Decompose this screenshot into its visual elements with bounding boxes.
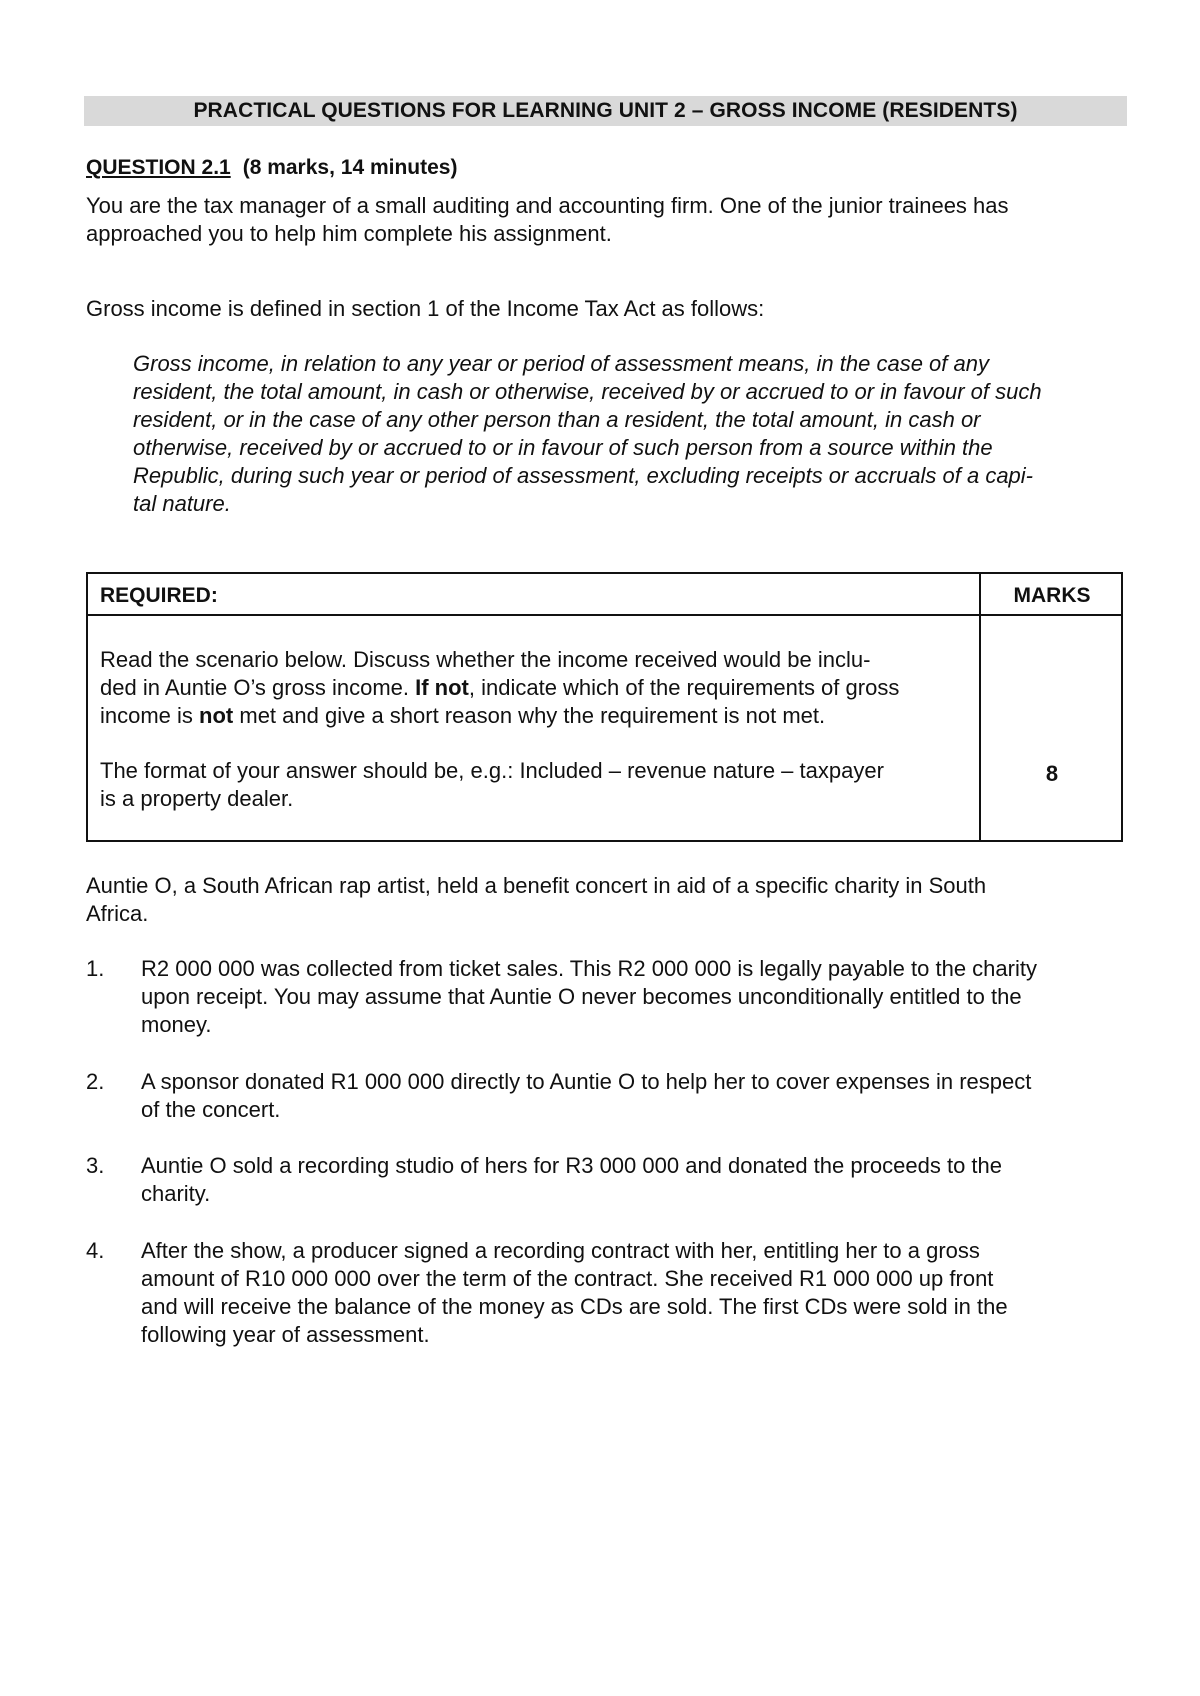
list-text [141,1237,1126,1349]
definition-quote [133,350,1126,518]
format-text [100,757,968,813]
instruction-fragment: ded in Auntie O’s gross income. [100,675,416,700]
intro-line: approached you to help him complete his assignment. [86,221,612,246]
list-number: 1. [86,956,105,981]
instruction-fragment: , indicate which of the requirements of gross [468,675,900,700]
instruction-fragment: income is [100,703,200,728]
scenario-paragraph [86,872,1126,928]
list-text [141,1068,1126,1124]
list-line: A sponsor donated R1 000 000 directly to Auntie O to help her to cover expenses in respect [141,1069,1032,1094]
list-number: 4. [86,1238,105,1263]
definition-line: Gross income, in relation to any year or period of assessment means, in the case of any [133,351,989,376]
marks-header: MARKS [1013,584,1091,607]
instruction-line [100,674,968,702]
definition-line: Republic, during such year or period of assessment, excluding receipts or accruals of a capi- [133,463,1034,488]
instruction-emphasis: If not [415,675,469,700]
intro-paragraph [86,192,1126,248]
table-divider-horizontal [88,614,1121,616]
format-line: The format of your answer should be, e.g.: Included – revenue nature – taxpayer [100,758,884,783]
list-line: Auntie O sold a recording studio of hers for R3 000 000 and donated the proceeds to the [141,1153,1003,1178]
scenario-line: Auntie O, a South African rap artist, held a benefit concert in aid of a specific charity in South [86,873,987,898]
definition-line: resident, the total amount, in cash or otherwise, received by or accrued to or in favour of such [133,379,1042,404]
list-line: money. [141,1012,212,1037]
list-line: upon receipt. You may assume that Auntie O never becomes unconditionally entitled to the [141,984,1022,1009]
question-number: QUESTION 2.1 [86,156,231,179]
instruction-fragment: met and give a short reason why the requirement is not met. [233,703,826,728]
list-text [141,1152,1126,1208]
list-line: R2 000 000 was collected from ticket sales. This R2 000 000 is legally payable to the charity [141,956,1037,981]
marks-value: 8 [1045,761,1059,786]
required-table [86,572,1123,842]
page-heading: PRACTICAL QUESTIONS FOR LEARNING UNIT 2 – GROSS INCOME (RESIDENTS) [84,96,1127,126]
instruction-line: Read the scenario below. Discuss whether the income received would be inclu- [100,647,871,672]
definition-intro: Gross income is defined in section 1 of the Income Tax Act as follows: [86,296,765,321]
question-title [86,154,457,182]
instruction-emphasis: not [199,703,234,728]
list-text [141,955,1126,1039]
list-number: 2. [86,1069,105,1094]
list-line: amount of R10 000 000 over the term of the contract. She received R1 000 000 up front [141,1266,994,1291]
intro-line: You are the tax manager of a small auditing and accounting firm. One of the junior trainees has [86,193,1009,218]
scenario-line: Africa. [86,901,149,926]
list-line: After the show, a producer signed a recording contract with her, entitling her to a gross [141,1238,980,1263]
definition-line: tal nature. [133,491,231,516]
list-line: charity. [141,1181,211,1206]
definition-line: resident, or in the case of any other person than a resident, the total amount, in cash or [133,407,981,432]
question-details: (8 marks, 14 minutes) [242,156,458,179]
list-line: and will receive the balance of the money as CDs are sold. The first CDs were sold in the [141,1294,1008,1319]
definition-line: otherwise, received by or accrued to or in favour of such person from a source within the [133,435,993,460]
list-line: of the concert. [141,1097,281,1122]
format-line: is a property dealer. [100,786,294,811]
required-header: REQUIRED: [100,584,218,607]
list-number: 3. [86,1153,105,1178]
instruction-line [100,702,968,730]
list-line: following year of assessment. [141,1322,430,1347]
instruction-text [100,646,968,730]
